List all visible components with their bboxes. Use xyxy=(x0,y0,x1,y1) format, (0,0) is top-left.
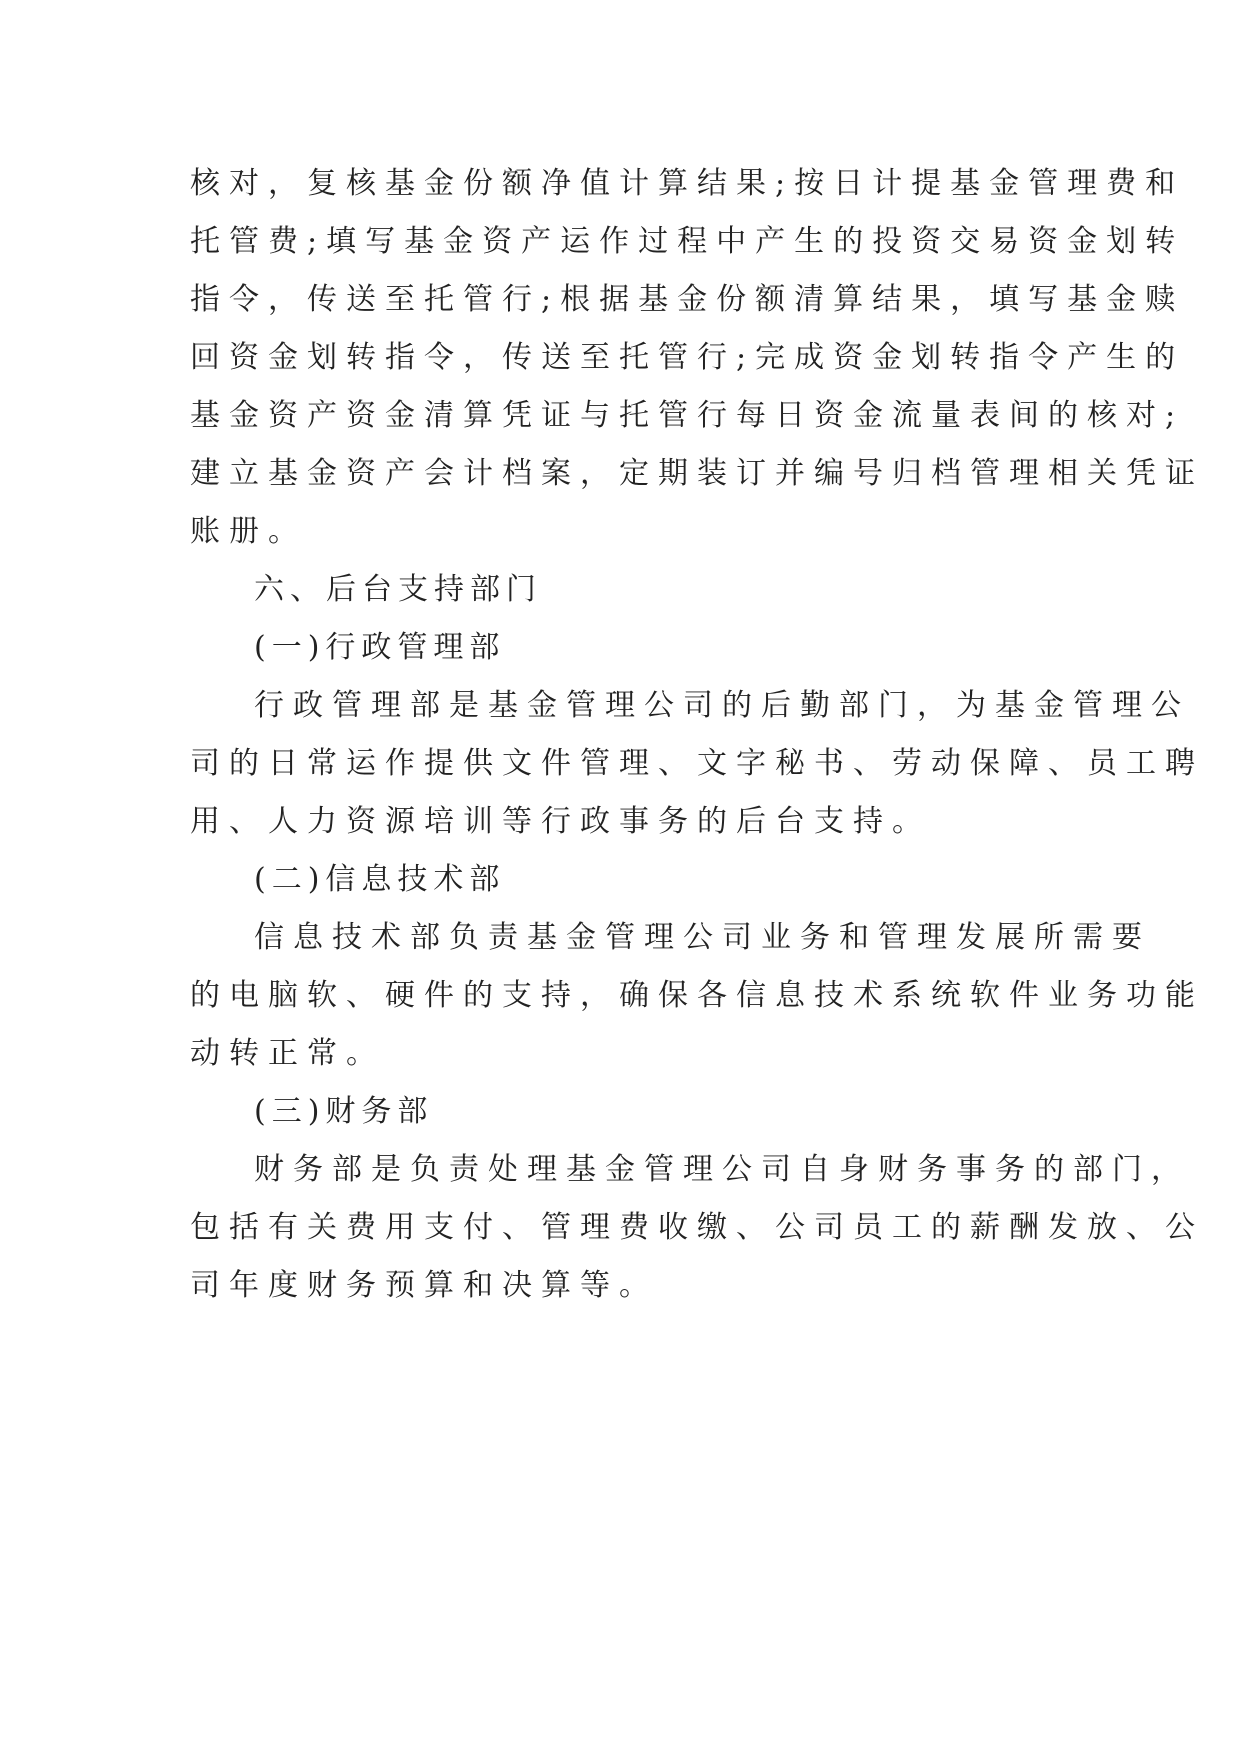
paragraph-line: 司年度财务预算和决算等。 xyxy=(190,1268,658,1303)
paragraph-finance xyxy=(190,1141,1204,1315)
paragraph-line: 托管费;填写基金资产运作过程中产生的投资交易资金划转 xyxy=(190,224,1185,259)
paragraph-line: 的电脑软、硬件的支持，确保各信息技术系统软件业务功能 xyxy=(190,978,1204,1013)
paragraph-line: 财务部是负责处理基金管理公司自身财务事务的部门， xyxy=(254,1152,1190,1187)
section-heading-backoffice: 六、后台支持部门 xyxy=(254,572,542,607)
paragraph-line: 司的日常运作提供文件管理、文字秘书、劳动保障、员工聘 xyxy=(190,746,1204,781)
paragraph-line: 核对，复核基金份额净值计算结果;按日计提基金管理费和 xyxy=(190,166,1185,201)
subsection-heading-finance: (三)财务部 xyxy=(254,1094,434,1129)
paragraph-line: 基金资产资金清算凭证与托管行每日资金流量表间的核对; xyxy=(190,398,1185,433)
paragraph-line: 账册。 xyxy=(190,514,307,549)
document-page xyxy=(190,155,1204,1315)
paragraph-line: 用、人力资源培训等行政事务的后台支持。 xyxy=(190,804,931,839)
paragraph-line: 行政管理部是基金管理公司的后勤部门，为基金管理公 xyxy=(254,688,1190,723)
paragraph-administration xyxy=(190,677,1204,851)
subsection-heading-it: (二)信息技术部 xyxy=(254,862,506,897)
paragraph-line: 建立基金资产会计档案，定期装订并编号归档管理相关凭证 xyxy=(190,456,1204,491)
paragraph-line: 动转正常。 xyxy=(190,1036,385,1071)
paragraph-line: 指令，传送至托管行;根据基金份额清算结果，填写基金赎 xyxy=(190,282,1185,317)
paragraph-it xyxy=(190,909,1204,1083)
paragraph-line: 包括有关费用支付、管理费收缴、公司员工的薪酬发放、公 xyxy=(190,1210,1204,1245)
paragraph-line: 信息技术部负责基金管理公司业务和管理发展所需要 xyxy=(254,920,1151,955)
paragraph-line: 回资金划转指令，传送至托管行;完成资金划转指令产生的 xyxy=(190,340,1185,375)
paragraph-fund-accounting xyxy=(190,155,1204,561)
subsection-heading-administration: (一)行政管理部 xyxy=(254,630,506,665)
